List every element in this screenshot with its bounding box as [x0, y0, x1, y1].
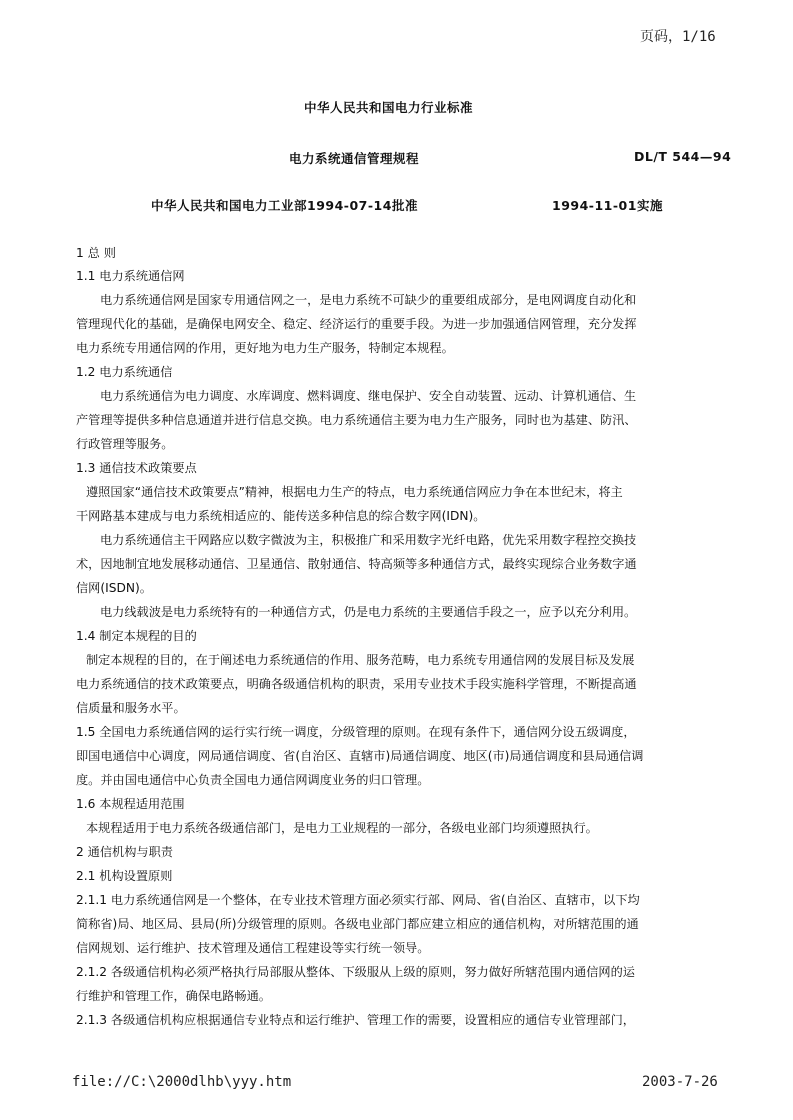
paragraph-line: 度。并由国电通信中心负责全国电力通信网调度业务的归口管理。 — [76, 773, 430, 787]
section-heading: 2 通信机构与职责 — [76, 845, 173, 859]
paragraph-line: 本规程适用于电力系统各级通信部门，是电力工业规程的一部分，各级电业部门均须遵照执行。 — [86, 821, 598, 835]
paragraph-line: 电力系统通信网是国家专用通信网之一，是电力系统不可缺少的重要组成部分，是电网调度自动化和 — [100, 293, 637, 307]
paragraph-line: 简称省)局、地区局、县局(所)分级管理的原则。各级电业部门都应建立相应的通信机构，对所辖范围的通 — [76, 917, 639, 931]
section-heading: 1.4 制定本规程的目的 — [76, 629, 197, 643]
paragraph-line: 2.1.3 各级通信机构应根据通信专业特点和运行维护、管理工作的需要，设置相应的通信专业管理部门， — [76, 1013, 635, 1027]
paragraph-line: 2.1.1 电力系统通信网是一个整体，在专业技术管理方面必须实行部、网局、省(自治区、直辖市，以下均 — [76, 893, 640, 907]
footer-date: 2003-7-26 — [642, 1074, 718, 1090]
paragraph-line: 遵照国家“通信技术政策要点”精神，根据电力生产的特点，电力系统通信网应力争在本世纪末，将主 — [86, 485, 623, 499]
paragraph-line: 产管理等提供多种信息通道并进行信息交换。电力系统通信主要为电力生产服务，同时也为基建、防汛、 — [76, 413, 637, 427]
section-heading: 1.3 通信技术政策要点 — [76, 461, 197, 475]
paragraph-line: 行政管理等服务。 — [76, 437, 174, 451]
page-number: 页码，1/16 — [640, 29, 716, 45]
paragraph-line: 行维护和管理工作，确保电路畅通。 — [76, 989, 271, 1003]
paragraph-line: 1.5 全国电力系统通信网的运行实行统一调度，分级管理的原则。在现有条件下，通信网分设五级调度， — [76, 725, 636, 739]
paragraph-line: 电力系统通信的技术政策要点，明确各级通信机构的职责，采用专业技术手段实施科学管理，不断提高通 — [76, 677, 637, 691]
footer-file-path: file://C:\2000dlhb\yyy.htm — [72, 1074, 292, 1090]
section-heading: 1.1 电力系统通信网 — [76, 269, 185, 283]
approval-line: 中华人民共和国电力工业部1994-07-14批准 — [151, 198, 418, 213]
paragraph-line: 信质量和服务水平。 — [76, 701, 186, 715]
document-title: 电力系统通信管理规程 — [289, 151, 420, 166]
paragraph-line: 干网路基本建成与电力系统相适应的、能传送多种信息的综合数字网(IDN)。 — [76, 509, 486, 523]
paragraph-line: 制定本规程的目的，在于阐述电力系统通信的作用、服务范畴，电力系统专用通信网的发展目标及发展 — [86, 653, 635, 667]
paragraph-line: 即国电通信中心调度，网局通信调度、省(自治区、直辖市)局通信调度、地区(市)局通信调度和县局通信调 — [76, 749, 644, 763]
paragraph-line: 电力系统专用通信网的作用，更好地为电力生产服务，特制定本规程。 — [76, 341, 454, 355]
section-heading: 1 总 则 — [76, 246, 116, 260]
section-heading: 1.6 本规程适用范围 — [76, 797, 185, 811]
effective-date: 1994-11-01实施 — [552, 198, 663, 213]
paragraph-line: 管理现代化的基础，是确保电网安全、稳定、经济运行的重要手段。为进一步加强通信网管理，充分发挥 — [76, 317, 637, 331]
paragraph-line: 2.1.2 各级通信机构必须严格执行局部服从整体、下级服从上级的原则，努力做好所辖范围内通信网的运 — [76, 965, 635, 979]
section-heading: 1.2 电力系统通信 — [76, 365, 173, 379]
paragraph-line: 信网规划、运行维护、技术管理及通信工程建设等实行统一领导。 — [76, 941, 430, 955]
org-title: 中华人民共和国电力行业标准 — [304, 100, 474, 115]
standard-code: DL/T 544—94 — [634, 149, 732, 164]
paragraph-line: 术，因地制宜地发展移动通信、卫星通信、散射通信、特高频等多种通信方式，最终实现综合业务数字通 — [76, 557, 637, 571]
section-heading: 2.1 机构设置原则 — [76, 869, 173, 883]
paragraph-line: 电力线载波是电力系统特有的一种通信方式，仍是电力系统的主要通信手段之一，应予以充分利用。 — [100, 605, 637, 619]
paragraph-line: 电力系统通信为电力调度、水库调度、燃料调度、继电保护、安全自动装置、远动、计算机通信、生 — [100, 389, 637, 403]
paragraph-line: 电力系统通信主干网路应以数字微波为主，积极推广和采用数字光纤电路，优先采用数字程控交换技 — [100, 533, 637, 547]
paragraph-line: 信网(ISDN)。 — [76, 581, 152, 595]
